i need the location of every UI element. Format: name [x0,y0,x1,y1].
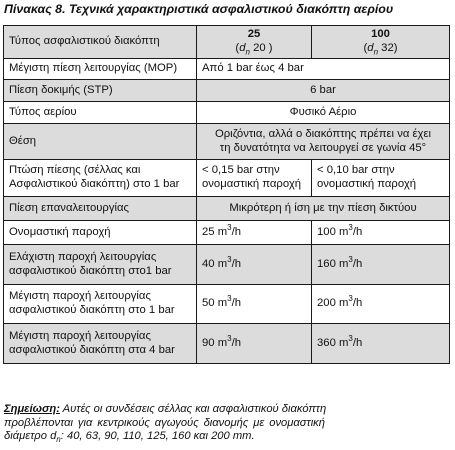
max-flow-1bar-label [4,285,197,324]
max-flow-1bar-label-line2: ασφαλιστικού διακόπτη στο 1 bar [9,304,175,316]
min-flow-label [4,245,197,285]
nominal-flow-label: Ονομαστική παροχή [4,221,197,245]
pressure-drop-label-line1: Πτώση πίεσης (σέλλας και [9,164,141,177]
footnote-line2: προβλέπονται για κεντρικούς αγωγούς διανομής με ονομαστική [4,416,325,429]
footnote-line3: διάμετρο $d_n$: 40, 63, 90, 110, 125, 160 και 200 mm. [4,430,255,445]
header-label: Τύπος ασφαλιστικού διακόπτη [9,35,160,48]
mop-label: Μέγιστη πίεση λειτουργίας (MOP) [4,59,197,80]
type-100-value: 100 [371,28,390,41]
header-type-100-cell [312,26,450,59]
max-flow-4bar-100: 360 $m^3/h$ [312,324,450,364]
min-flow-25: 40 $m^3/h$ [197,245,312,285]
table-row-min-flow [4,245,450,285]
footnote [4,403,325,444]
mop-value: Από 1 bar έως 4 bar [197,59,450,80]
table-row-nominal-flow [4,221,450,245]
footnote-label: Σημείωση: [4,403,60,415]
table-row-stp [4,80,450,102]
max-flow-4bar-label-line2: ασφαλιστικού διακόπτη στα 4 bar [9,343,175,356]
position-label: Θέση [4,124,197,160]
max-flow-4bar-label [4,324,197,364]
reset-pressure-label: Πίεση επαναλειτουργίας [4,197,197,221]
nominal-flow-100: 100 $m^3/h$ [312,221,450,245]
table-row-gas [4,102,450,124]
table-row-mop [4,59,450,80]
pressure-drop-25 [197,160,312,197]
table-row-pressure-drop [4,160,450,197]
max-flow-4bar-25: 90 $m^3/h$ [197,324,312,364]
pressure-drop-label [4,160,197,197]
nominal-flow-25: 25 $m^3/h$ [197,221,312,245]
pressure-drop-100 [312,160,450,197]
table-row-type [4,26,450,59]
header-label-cell [4,26,197,59]
table-row-max-flow-1bar [4,285,450,324]
table-row-max-flow-4bar [4,324,450,364]
min-flow-100: 160 $m^3/h$ [312,245,450,285]
max-flow-4bar-label-line1: Μέγιστη παροχή λειτουργίας [9,329,151,342]
min-flow-label-line1: Ελάχιστη παροχή λειτουργίας [9,250,157,263]
table-row-position [4,124,450,160]
type-25-diameter: ($d_n$ 20 ) [235,42,273,57]
stp-value: 6 bar [197,80,450,102]
type-100-diameter: ($d_n$ 32) [363,42,398,57]
pressure-drop-100-line2: ονομαστική παροχή [317,178,417,190]
type-25-value: 25 [247,28,261,41]
table-caption: Πίνακας 8. Τεχνικά χαρακτηριστικά ασφαλιστικού διακόπτη αερίου [4,2,394,16]
gas-label: Τύπος αερίου [4,102,197,124]
header-type-25-cell [197,26,312,59]
pressure-drop-25-line2: ονομαστική παροχή [202,178,302,190]
max-flow-1bar-100: 200 $m^3/h$ [312,285,450,324]
position-value-line2: τη δυνατότητα να λειτουργεί σε γωνία 45° [219,141,427,154]
pressure-drop-100-line1: < 0,10 bar στην [317,164,395,177]
footnote-text-1: Αυτές οι συνδέσεις σέλλας και ασφαλιστικού διακόπτη [62,403,327,415]
gas-value: Φυσικό Αέριο [197,102,450,124]
min-flow-label-line2: ασφαλιστικού διακόπτη στο1 bar [9,264,172,277]
spec-table [3,25,450,364]
table-row-reset-pressure [4,197,450,221]
pressure-drop-25-line1: < 0,15 bar στην [202,164,280,177]
position-value-line1: Οριζόντια, αλλά ο διακόπτης πρέπει να έχει [214,127,432,140]
reset-pressure-value: Μικρότερη ή ίση με την πίεση δικτύου [197,197,450,221]
position-value [197,124,450,160]
max-flow-1bar-label-line1: Μέγιστη παροχή λειτουργίας [9,290,151,303]
footnote-line1 [4,403,325,417]
stp-label: Πίεση δοκιμής (STP) [4,80,197,102]
max-flow-1bar-25: 50 $m^3/h$ [197,285,312,324]
pressure-drop-label-line2: Ασφαλιστικού διακόπτη) στο 1 bar [9,178,180,190]
